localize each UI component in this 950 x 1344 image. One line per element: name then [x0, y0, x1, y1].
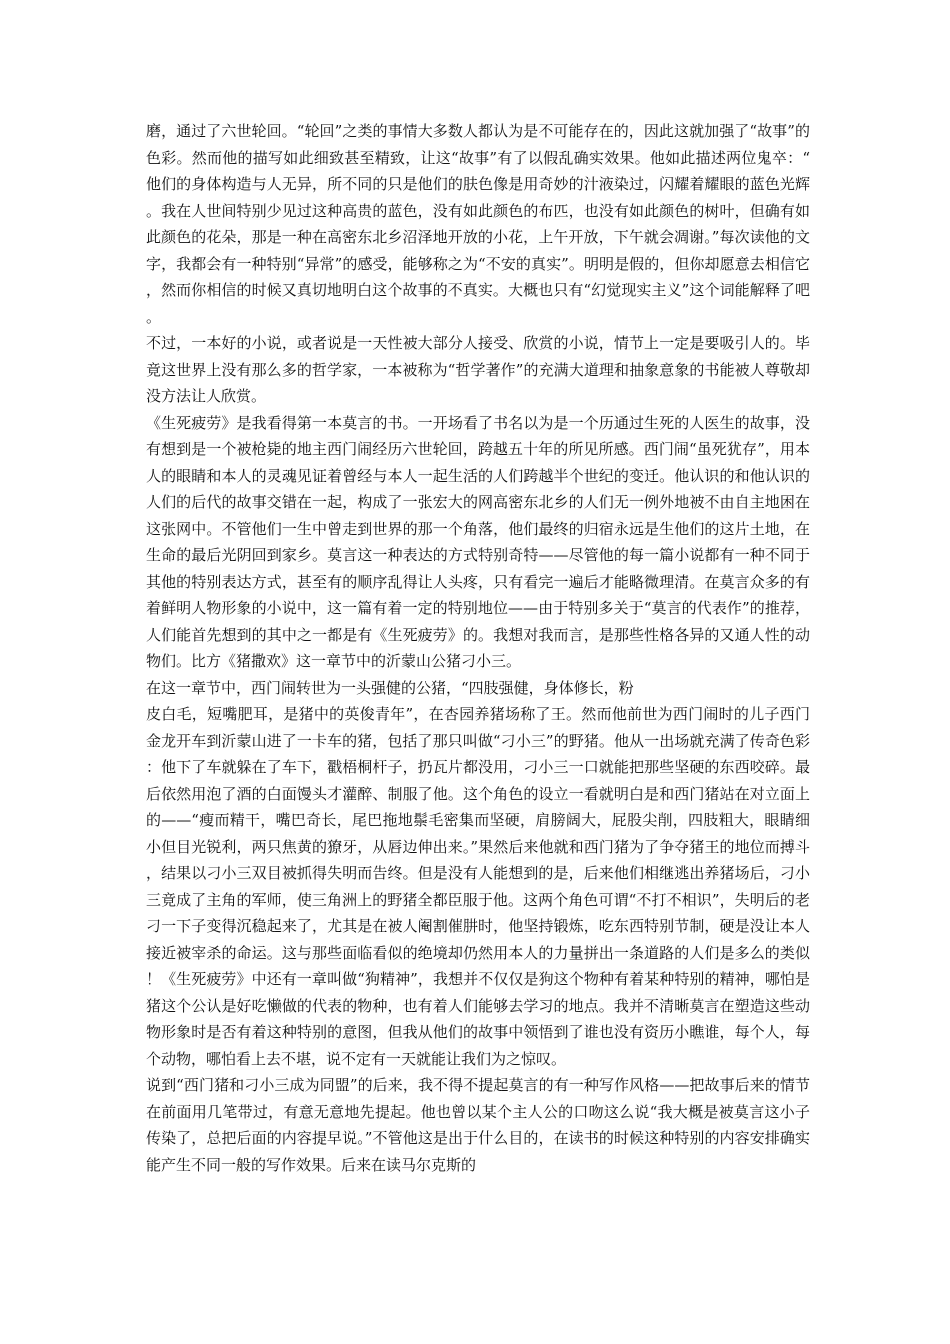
paragraph-1: 磨，通过了六世轮回。“轮回”之类的事情大多数人都认为是不可能存在的，因此这就加强了“故事”的色彩。然而他的描写如此细致甚至精致，让这“故事”有了以假乱确实效果。他如此描述两位鬼卒：“他们的身体构造与人无异，所不同的只是他们的肤色像是用奇妙的汁液染过，闪耀着耀眼的蓝色光辉。我在人世间特别少见过这种高贵的蓝色，没有如此颜色的布匹，也没有如此颜色的树叶，但确有如此颜色的花朵，那是一种在高密东北乡沼泽地开放的小花，上午开放，下午就会凋谢。”每次读他的文字，我都会有一种特别“异常”的感受，能够称之为“不安的真实”。明明是假的，但你却愿意去相信它，然而你相信的时候又真切地明白这个故事的不真实。大概也只有“幻觉现实主义”这个词能解释了吧。 [146, 122, 810, 326]
document-body [146, 118, 810, 1178]
paragraph-5: 说到“西门猪和刁小三成为同盟”的后来，我不得不提起莫言的有一种写作风格——把故事后来的情节在前面用几笔带过，有意无意地先提起。他也曾以某个主人公的口吻这么说“我大概是被莫言这小子传染了，总把后面的内容提早说。”不管他这是出于什么目的，在读书的时候这种特别的内容安排确实能产生不同一般的写作效果。后来在读马尔克斯的 [146, 1076, 810, 1174]
paragraph-2: 不过，一本好的小说，或者说是一天性被大部分人接受、欣赏的小说，情节上一定是要吸引人的。毕竟这世界上没有那么多的哲学家，一本被称为“哲学著作”的充满大道理和抽象意象的书能被人尊敬却没方法让人欣赏。 [146, 334, 810, 405]
paragraph-4: 在这一章节中，西门闹转世为一头强健的公猪，“四肢强健，身体修长，粉 皮白毛，短嘴肥耳，是猪中的英俊青年”，在杏园养猪场称了王。然而他前世为西门闹时的儿子西门金龙开车到沂蒙山进了一卡车的猪，包括了那只叫做“刁小三”的野猪。他从一出场就充满了传奇色彩：他下了车就躲在了车下，戳梧桐杆子，扔瓦片都没用，刁小三一口就能把那些坚硬的东西咬碎。最后依然用泡了酒的白面馒头才灌醉、制服了他。这个角色的设立一看就明白是和西门猪站在对立面上的——“瘦而精干，嘴巴奇长，尾巴拖地鬃毛密集而坚硬，肩膀阔大，屁股尖削，四肢粗大，眼睛细小但目光锐利，两只焦黄的獠牙，从唇边伸出来。”果然后来他就和西门猪为了争夺猪王的地位而搏斗，结果以刁小三双目被抓得失明而告终。但是没有人能想到的是，后来他们相继逃出养猪场后，刁小三竟成了主角的军师，使三角洲上的野猪全都臣服于他。这两个角色可谓“不打不相识”，失明后的老刁一下子变得沉稳起来了，尤其是在被人阉割催肼时，他坚持锻炼，吃东西特别节制，硬是没让本人接近被宰杀的命运。这与那些面临看似的绝境却仍然用本人的力量拼出一条道路的人们是多么的类似！《生死疲劳》中还有一章叫做“狗精神”，我想并不仅仅是狗这个物种有着某种特别的精神，哪怕是猪这个公认是好吃懒做的代表的物种，也有着人们能够去学习的地点。我并不清晰莫言在塑造这些动物形象时是否有着这种特别的意图，但我从他们的故事中领悟到了谁也没有资历小瞧谁，每个人，每个动物，哪怕看上去不堪，说不定有一天就能让我们为之惊叹。 [146, 678, 810, 1068]
paragraph-3: 《生死疲劳》是我看得第一本莫言的书。一开场看了书名以为是一个历通过生死的人医生的故事，没有想到是一个被枪毙的地主西门闹经历六世轮回，跨越五十年的所见所感。西门闹“虽死犹存”，用本人的眼睛和本人的灵魂见证着曾经与本人一起生活的人们跨越半个世纪的变迁。他认识的和他认识的人们的后代的故事交错在一起，构成了一张宏大的网高密东北乡的人们无一例外地被不由自主地困在这张网中。不管他们一生中曾走到世界的那一个角落，他们最终的归宿永远是生他们的这片土地，在生命的最后光阴回到家乡。莫言这一种表达的方式特别奇特——尽管他的每一篇小说都有一种不同于其他的特别表达方式，甚至有的顺序乱得让人头疼，只有看完一遍后才能略微理清。在莫言众多的有着鲜明人物形象的小说中，这一篇有着一定的特别地位——由于特别多关于“莫言的代表作”的推荐，人们能首先想到的其中之一都是有《生死疲劳》的。我想对我而言，是那些性格各异的又通人性的动物们。比方《猪撒欢》这一章节中的沂蒙山公猪刁小三。 [146, 413, 810, 670]
